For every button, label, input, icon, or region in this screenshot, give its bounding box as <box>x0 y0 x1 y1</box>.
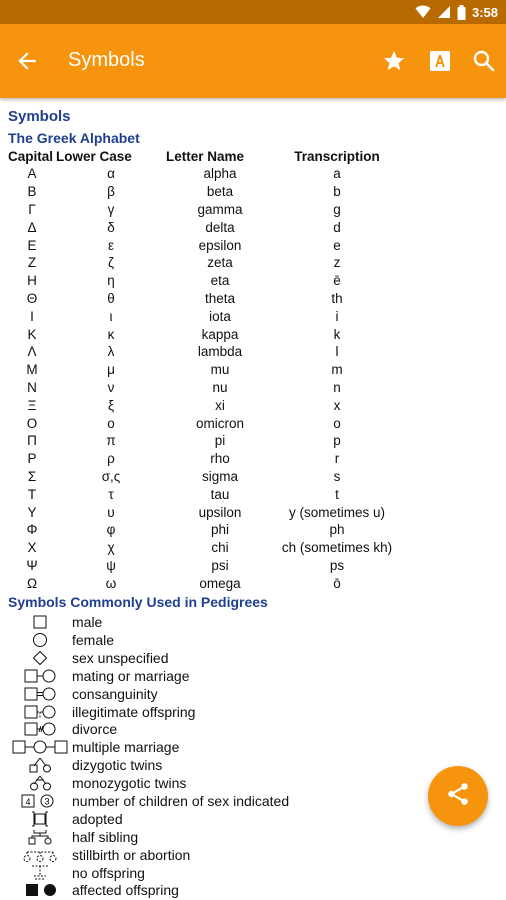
half-sibling-icon <box>8 829 72 845</box>
symbol-label: stillbirth or abortion <box>72 846 191 863</box>
table-row <box>8 183 400 201</box>
table-row <box>8 485 400 503</box>
list-item <box>8 631 498 649</box>
svg-text:4: 4 <box>25 796 31 807</box>
cell-capital: Α <box>27 166 37 182</box>
list-item <box>8 828 498 846</box>
dizygotic-twins-icon <box>8 757 72 773</box>
cell-capital: Ν <box>27 379 37 395</box>
cell-capital: Φ <box>26 522 38 538</box>
cell-letter-name: tau <box>210 486 230 502</box>
greek-table-body <box>8 165 400 592</box>
cell-transcription: s <box>333 468 341 484</box>
font-size-icon[interactable] <box>428 49 452 73</box>
cell-transcription: o <box>333 415 341 431</box>
cell-letter-name: nu <box>212 379 228 395</box>
cell-transcription: z <box>333 255 341 271</box>
cell-transcription: x <box>333 397 341 413</box>
cell-letter-name: epsilon <box>198 237 242 253</box>
symbol-label: consanguinity <box>72 685 158 702</box>
monozygotic-twins-icon <box>8 775 72 791</box>
consanguinity-icon <box>8 686 72 702</box>
symbol-label: no offspring <box>72 864 145 881</box>
symbol-label: male <box>72 614 103 631</box>
table-row <box>8 503 400 521</box>
list-item <box>8 756 498 774</box>
list-item <box>8 881 498 899</box>
status-icons <box>415 3 498 21</box>
table-row <box>8 574 400 592</box>
pedigree-title: Symbols Commonly Used in Pedigrees <box>8 594 268 611</box>
cell-transcription: y (sometimes u) <box>288 504 386 520</box>
cell-lower-case: λ <box>107 344 115 360</box>
cell-capital: Ι <box>30 308 34 324</box>
cell-capital: Θ <box>26 290 38 306</box>
list-item <box>8 685 498 703</box>
list-item <box>8 864 498 882</box>
cell-letter-name: xi <box>215 397 225 413</box>
cell-letter-name: upsilon <box>198 504 242 520</box>
star-icon[interactable] <box>382 49 406 73</box>
cell-transcription: a <box>333 166 341 182</box>
cell-capital: Π <box>27 433 37 449</box>
cell-lower-case: ε <box>107 237 115 253</box>
cell-lower-case: ν <box>107 379 115 395</box>
symbol-label: illegitimate offspring <box>72 703 196 720</box>
table-row <box>8 539 400 557</box>
cell-lower-case: ξ <box>107 397 115 413</box>
cell-transcription: p <box>333 433 341 449</box>
cell-capital: Μ <box>26 362 38 378</box>
cell-lower-case: σ,ς <box>101 468 121 484</box>
symbol-label: adopted <box>72 810 123 827</box>
table-row <box>8 325 400 343</box>
cell-lower-case: ζ <box>108 255 114 271</box>
symbol-label: number of children of sex indicated <box>72 792 290 809</box>
cell-letter-name: phi <box>210 522 229 538</box>
cell-capital: Κ <box>27 326 37 342</box>
svg-text:3: 3 <box>44 796 50 807</box>
cell-letter-name: iota <box>209 308 231 324</box>
symbol-label: affected offspring <box>72 882 179 899</box>
table-row <box>8 165 400 183</box>
multiple-marriage-icon <box>8 739 72 755</box>
table-row <box>8 379 400 397</box>
share-button[interactable] <box>428 766 488 826</box>
cell-lower-case: β <box>107 184 115 200</box>
cell-transcription: r <box>334 451 340 467</box>
symbol-label: monozygotic twins <box>72 775 187 792</box>
cell-capital: Ψ <box>26 557 38 573</box>
table-row <box>8 290 400 308</box>
section-heading: Symbols <box>8 108 71 125</box>
table-row <box>8 361 400 379</box>
cell-lower-case: ο <box>107 415 115 431</box>
cell-transcription: g <box>333 201 341 217</box>
adopted-icon <box>8 811 72 827</box>
cell-lower-case: α <box>107 166 115 182</box>
cell-lower-case: θ <box>107 290 115 306</box>
cell-lower-case: μ <box>107 362 115 378</box>
cell-lower-case: π <box>106 433 116 449</box>
cell-letter-name: eta <box>210 273 230 289</box>
cell-lower-case: χ <box>107 540 115 556</box>
table-row <box>8 468 400 486</box>
list-item <box>8 738 498 756</box>
cell-capital: Β <box>27 184 37 200</box>
list-item <box>8 703 498 721</box>
illegitimate-icon <box>8 704 72 720</box>
table-row <box>8 396 400 414</box>
diamond-icon <box>8 650 72 666</box>
cell-letter-name: lambda <box>197 344 243 360</box>
table-row <box>8 201 400 219</box>
list-item <box>8 613 498 631</box>
cell-letter-name: omicron <box>195 415 244 431</box>
female-circle-icon <box>8 632 72 648</box>
pedigree-symbol-list <box>8 613 498 899</box>
table-row <box>8 254 400 272</box>
table-row <box>8 557 400 575</box>
cell-lower-case: ψ <box>106 557 116 573</box>
cell-lower-case: δ <box>107 219 115 235</box>
status-time: 3:58 <box>471 4 498 20</box>
table-row <box>8 450 400 468</box>
symbol-label: female <box>72 631 115 648</box>
cell-transcription: ps <box>329 557 345 573</box>
col-capital: Capital <box>8 148 54 164</box>
cell-letter-name: gamma <box>197 201 243 217</box>
cell-capital: Λ <box>27 344 37 360</box>
cell-lower-case: υ <box>107 504 115 520</box>
battery-icon <box>457 5 466 20</box>
cell-lower-case: ρ <box>107 451 115 467</box>
cell-transcription: e <box>333 237 341 253</box>
cell-capital: Ω <box>26 575 38 591</box>
cell-transcription: b <box>333 184 341 200</box>
male-square-icon <box>8 614 72 630</box>
col-lower-case: Lower Case <box>56 148 132 164</box>
table-header-row <box>8 147 400 165</box>
signal-icon <box>437 5 451 19</box>
col-transcription: Transcription <box>294 148 380 164</box>
cell-letter-name: chi <box>211 540 229 556</box>
cell-transcription: d <box>333 219 341 235</box>
symbol-label: sex unspecified <box>72 649 169 666</box>
no-offspring-icon <box>8 865 72 881</box>
number-of-children-icon <box>8 793 72 809</box>
cell-letter-name: delta <box>205 219 235 235</box>
mating-icon <box>8 668 72 684</box>
stillbirth-icon <box>8 847 72 863</box>
cell-letter-name: pi <box>214 433 226 449</box>
cell-capital: Δ <box>27 219 37 235</box>
table-row <box>8 521 400 539</box>
app-bar <box>0 24 506 98</box>
list-item <box>8 792 498 810</box>
status-bar <box>0 0 506 24</box>
cell-transcription: l <box>335 344 339 360</box>
cell-capital: Υ <box>27 504 37 520</box>
cell-transcription: th <box>331 290 343 306</box>
cell-lower-case: γ <box>107 201 115 217</box>
cell-capital: Η <box>27 273 37 289</box>
list-item <box>8 774 498 792</box>
cell-capital: Ρ <box>27 451 37 467</box>
affected-offspring-icon <box>8 882 72 898</box>
back-arrow-icon[interactable] <box>14 48 40 74</box>
cell-lower-case: κ <box>107 326 115 342</box>
cell-lower-case: ι <box>109 308 113 324</box>
cell-letter-name: alpha <box>203 166 237 182</box>
cell-transcription: m <box>331 362 343 378</box>
table-row <box>8 343 400 361</box>
cell-transcription: ch (sometimes kh) <box>281 540 393 556</box>
cell-lower-case: τ <box>108 486 114 502</box>
table-row <box>8 307 400 325</box>
greek-alphabet-table <box>8 147 400 592</box>
share-icon <box>445 781 471 812</box>
cell-capital: Γ <box>28 201 36 217</box>
table-row <box>8 414 400 432</box>
cell-letter-name: zeta <box>207 255 233 271</box>
cell-letter-name: theta <box>204 290 236 306</box>
cell-transcription: i <box>335 308 339 324</box>
symbol-label: mating or marriage <box>72 667 190 684</box>
list-item <box>8 846 498 864</box>
cell-capital: Σ <box>27 468 37 484</box>
cell-capital: Ξ <box>27 397 37 413</box>
list-item <box>8 667 498 685</box>
cell-letter-name: psi <box>211 557 229 573</box>
col-letter-name: Letter Name <box>166 148 245 164</box>
symbol-label: half sibling <box>72 828 139 845</box>
cell-lower-case: η <box>107 273 115 289</box>
cell-capital: Ο <box>26 415 38 431</box>
cell-transcription: ō <box>333 575 341 591</box>
cell-capital: Ζ <box>27 255 37 271</box>
cell-letter-name: kappa <box>201 326 239 342</box>
cell-capital: Ε <box>27 237 37 253</box>
list-item <box>8 649 498 667</box>
search-icon[interactable] <box>472 49 496 73</box>
cell-capital: Τ <box>27 486 37 502</box>
table-row <box>8 272 400 290</box>
cell-transcription: ph <box>329 522 345 538</box>
greek-alphabet-title: The Greek Alphabet <box>8 130 140 146</box>
divorce-icon <box>8 721 72 737</box>
cell-transcription: k <box>333 326 341 342</box>
table-row <box>8 218 400 236</box>
content <box>8 108 498 899</box>
list-item <box>8 810 498 828</box>
list-item <box>8 720 498 738</box>
cell-lower-case: ω <box>105 575 117 591</box>
symbol-label: dizygotic twins <box>72 757 163 774</box>
symbol-label: multiple marriage <box>72 739 180 756</box>
cell-letter-name: rho <box>210 451 230 467</box>
cell-letter-name: beta <box>206 184 234 200</box>
symbol-label: divorce <box>72 721 118 738</box>
cell-lower-case: φ <box>106 522 116 538</box>
cell-letter-name: omega <box>199 575 241 591</box>
cell-capital: Χ <box>27 540 37 556</box>
wifi-icon <box>415 5 431 19</box>
cell-letter-name: mu <box>210 362 230 378</box>
cell-transcription: t <box>335 486 339 502</box>
cell-transcription: ē <box>333 273 341 289</box>
table-row <box>8 432 400 450</box>
page-title: Symbols <box>68 49 145 71</box>
table-row <box>8 236 400 254</box>
cell-transcription: n <box>333 379 341 395</box>
cell-letter-name: sigma <box>201 468 238 484</box>
